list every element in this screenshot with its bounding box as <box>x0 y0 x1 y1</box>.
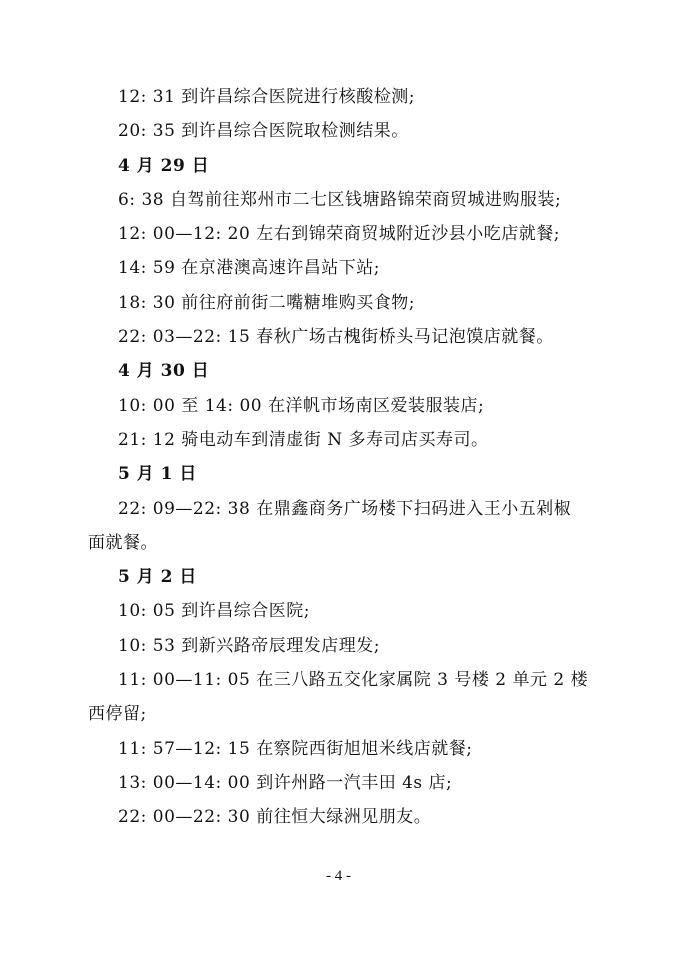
itinerary-entry: 18: 30 前往府前街二嘴糖堆购买食物; <box>118 292 416 313</box>
date-heading: 5 月 1 日 <box>118 464 197 485</box>
itinerary-entry: 21: 12 骑电动车到清虚街 N 多寿司店买寿司。 <box>118 429 489 450</box>
itinerary-entry: 11: 57—12: 15 在察院西街旭旭米线店就餐; <box>118 738 473 759</box>
itinerary-entry: 22: 09—22: 38 在鼎鑫商务广场楼下扫码进入王小五剁椒 <box>118 498 572 519</box>
itinerary-entry: 14: 59 在京港澳高速许昌站下站; <box>118 258 381 279</box>
itinerary-entry: 12: 00—12: 20 左右到锦荣商贸城附近沙县小吃店就餐; <box>118 224 560 245</box>
itinerary-entry: 22: 00—22: 30 前往恒大绿洲见朋友。 <box>118 807 432 828</box>
date-heading: 4 月 30 日 <box>118 361 210 382</box>
itinerary-entry: 12: 31 到许昌综合医院进行核酸检测; <box>118 87 416 107</box>
document-body <box>88 80 598 835</box>
itinerary-entry-continuation: 西停留; <box>88 704 147 725</box>
itinerary-entry: 10: 05 到许昌综合医院; <box>118 601 311 622</box>
itinerary-entry: 10: 00 至 14: 00 在洋帆市场南区爱装服装店; <box>118 395 485 416</box>
itinerary-entry: 11: 00—11: 05 在三八路五交化家属院 3 号楼 2 单元 2 楼 <box>118 670 589 691</box>
page-number: - 4 - <box>326 868 351 884</box>
itinerary-entry: 22: 03—22: 15 春秋广场古槐街桥头马记泡馍店就餐。 <box>118 327 554 348</box>
itinerary-entry: 10: 53 到新兴路帝辰理发店理发; <box>118 635 381 656</box>
date-heading: 4 月 29 日 <box>118 155 210 176</box>
itinerary-entry: 20: 35 到许昌综合医院取检测结果。 <box>118 121 409 142</box>
itinerary-entry-continuation: 面就餐。 <box>88 532 158 553</box>
date-heading: 5 月 2 日 <box>118 567 197 588</box>
itinerary-entry: 6: 38 自驾前往郑州市二七区钱塘路锦荣商贸城进购服装; <box>118 189 562 210</box>
itinerary-entry: 13: 00—14: 00 到许州路一汽丰田 4s 店; <box>118 772 453 793</box>
